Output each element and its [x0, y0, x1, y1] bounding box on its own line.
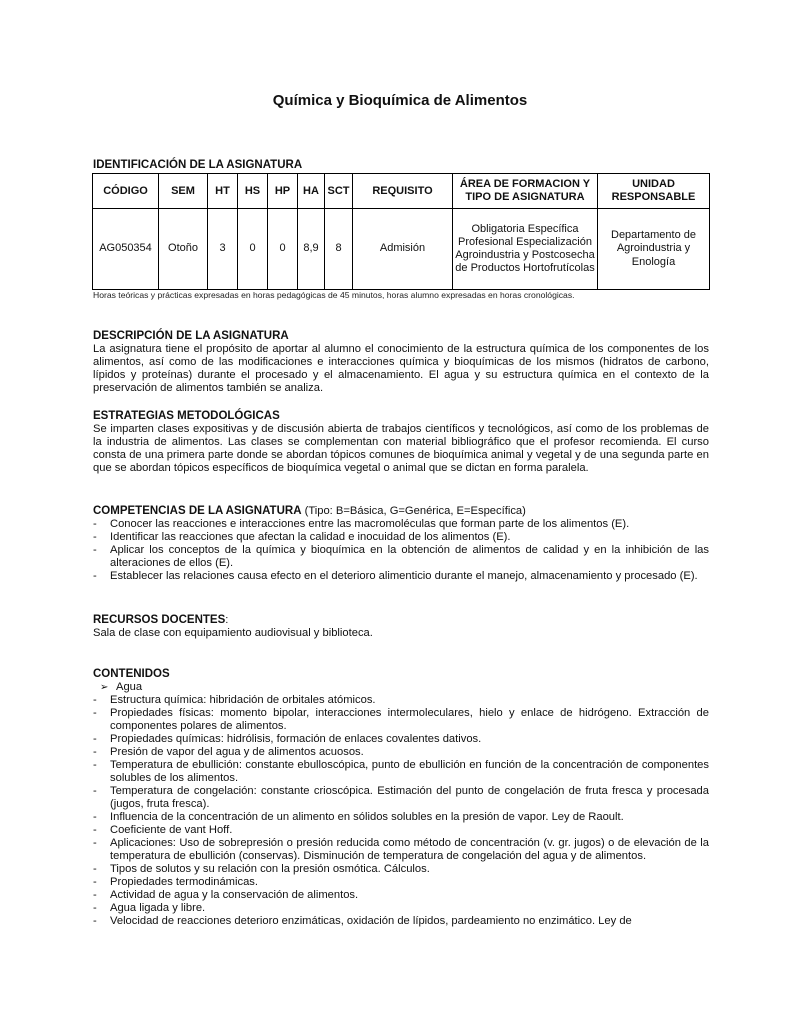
contenidos-section [93, 668, 709, 928]
estrategias-section [93, 410, 709, 475]
table-cell: Departamento de Agroindustria y Enología [598, 209, 710, 290]
list-item: - Establecer las relaciones causa efecto en el deterioro alimenticio durante el manejo, almacenamiento y procesado (E). [93, 570, 709, 583]
list-item: - Conocer las reacciones e interacciones entre las macromoléculas que forman parte de los alimentos (E). [93, 518, 709, 531]
contenidos-heading: CONTENIDOS [93, 668, 170, 680]
descripcion-heading: DESCRIPCIÓN DE LA ASIGNATURA [93, 330, 289, 342]
table-cell: 0 [268, 209, 298, 290]
descripcion-text: La asignatura tiene el propósito de aportar al alumno el conocimiento de la estructura química de los componentes de los alimentos, así como de las modificaciones e interacciones química y bioquímicas de los mismos (hidratos de carbono, lípidos y proteínas) durante el procesado y el almacenamiento. El agua y su estructura química en el contexto de la preservación de alimentos también se analiza. [93, 343, 709, 394]
table-cell: 8,9 [298, 209, 325, 290]
descripcion-section [93, 330, 709, 395]
list-item: - Propiedades químicas: hidrólisis, formación de enlaces covalentes dativos. [93, 733, 709, 746]
list-item: - Identificar las reacciones que afectan la calidad e inocuidad de los alimentos (E). [93, 531, 709, 544]
recursos-heading: RECURSOS DOCENTES [93, 614, 226, 626]
arrow-bullet-icon: ➢ [100, 682, 109, 693]
competencias-list [93, 518, 709, 583]
header-cell: CÓDIGO [93, 174, 159, 209]
table-cell: AG050354 [93, 209, 159, 290]
table-cell: Otoño [159, 209, 208, 290]
list-item: - Influencia de la concentración de un alimento en sólidos solubles en la presión de vapor. Ley de Raoult. [93, 811, 709, 824]
estrategias-text: Se imparten clases expositivas y de discusión abierta de trabajos científicos y tecnológicos, así como de los problemas de la industria de alimentos. Las clases se complementan con material bibliográfico que el profesor recomienda. El curso consta de una primera parte donde se abordan tópicos comunes de bioquímica animal y vegetal y de una segunda parte en que se abordan tópicos específicos de bioquímica vegetal o animal que se dictan en forma paralela. [93, 423, 709, 474]
contenidos-list [93, 694, 709, 928]
competencias-heading: COMPETENCIAS DE LA ASIGNATURA [93, 505, 302, 517]
list-item: - Agua ligada y libre. [93, 902, 709, 915]
list-item: - Presión de vapor del agua y de alimentos acuosos. [93, 746, 709, 759]
header-cell: SEM [159, 174, 208, 209]
header-cell: HA [298, 174, 325, 209]
list-item: - Propiedades físicas: momento bipolar, interacciones intermoleculares, hielo y enlace de hidrógeno. Extracción de componentes polares de alimentos. [93, 707, 709, 733]
list-item: - Propiedades termodinámicas. [93, 876, 709, 889]
header-cell: HP [268, 174, 298, 209]
list-item: - Aplicaciones: Uso de sobrepresión o presión reducida como método de concentración (v. gr. jugos) o de elevación de la temperatura de ebullición (conservas). Disminución de temperatura de congelación del agua y de alimentos. [93, 837, 709, 863]
header-cell: HS [238, 174, 268, 209]
header-cell: HT [208, 174, 238, 209]
competencias-tipo: (Tipo: B=Básica, G=Genérica, E=Específica) [301, 505, 526, 517]
topic-label: Agua [116, 681, 143, 693]
list-item: - Estructura química: hibridación de orbitales atómicos. [93, 694, 709, 707]
list-item: - Coeficiente de vant Hoff. [93, 824, 709, 837]
recursos-colon: : [225, 614, 229, 626]
table-cell: 8 [325, 209, 353, 290]
list-item: - Temperatura de ebullición: constante ebulloscópica, punto de ebullición en función de la concentración de componentes solubles de los alimentos. [93, 759, 709, 785]
table-header-row [93, 174, 710, 209]
list-item: - Tipos de solutos y su relación con la presión osmótica. Cálculos. [93, 863, 709, 876]
list-item: - Temperatura de congelación: constante crioscópica. Estimación del punto de congelación de fruta fresca y procesada (jugos, fruta fresca). [93, 785, 709, 811]
table-cell: Obligatoria Específica Profesional Especialización Agroindustria y Postcosecha de Productos Hortofrutícolas [453, 209, 598, 290]
header-cell: REQUISITO [353, 174, 453, 209]
list-item: - Aplicar los conceptos de la química y bioquímica en la obtención de alimentos de calidad y en la inhibición de las alteraciones de ellos (E). [93, 544, 709, 570]
document-title: Química y Bioquímica de Alimentos [272, 92, 528, 109]
estrategias-heading: ESTRATEGIAS METODOLÓGICAS [93, 410, 280, 422]
identification-table [92, 173, 710, 290]
header-cell: ÁREA DE FORMACION Y TIPO DE ASIGNATURA [453, 174, 598, 209]
list-item: - Actividad de agua y la conservación de alimentos. [93, 889, 709, 902]
topic-agua [93, 681, 709, 694]
recursos-text: Sala de clase con equipamiento audiovisual y biblioteca. [93, 627, 373, 639]
table-cell: Admisión [353, 209, 453, 290]
table-row [93, 209, 710, 290]
header-cell: UNIDAD RESPONSABLE [598, 174, 710, 209]
identificacion-heading: IDENTIFICACIÓN DE LA ASIGNATURA [93, 159, 303, 171]
list-item: - Velocidad de reacciones deterioro enzimáticas, oxidación de lípidos, pardeamiento no enzimático. Ley de [93, 915, 709, 928]
header-cell: SCT [325, 174, 353, 209]
hours-note: Horas teóricas y prácticas expresadas en horas pedagógicas de 45 minutos, horas alumno expresadas en horas cronológicas. [93, 290, 575, 300]
competencias-section [93, 505, 709, 583]
table-cell: 0 [238, 209, 268, 290]
table-cell: 3 [208, 209, 238, 290]
recursos-section [93, 614, 709, 640]
